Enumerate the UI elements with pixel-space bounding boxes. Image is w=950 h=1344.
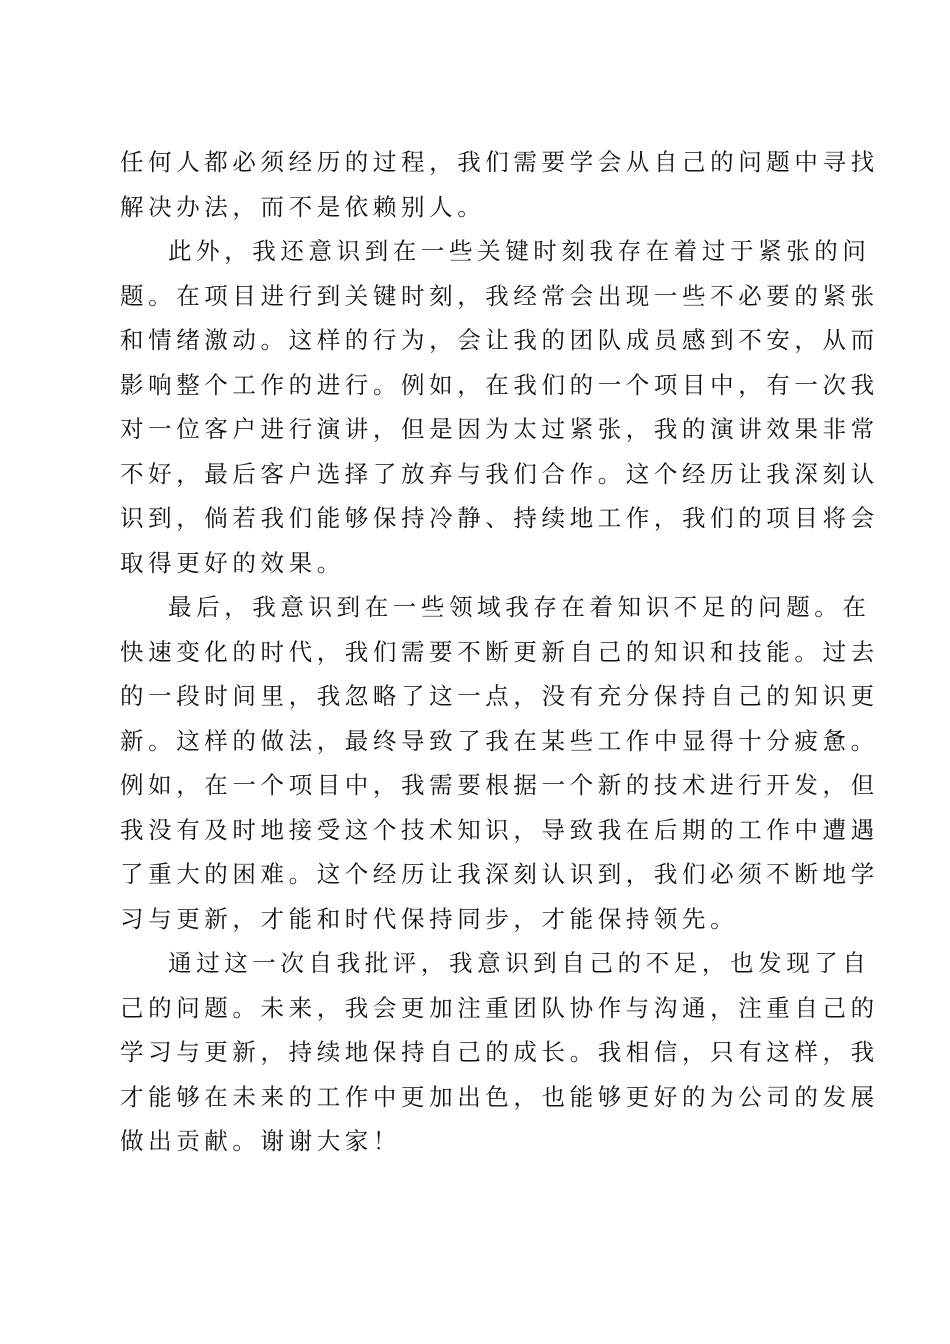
- text-line: 通过这一次自我批评，我意识到自己的不足，也发现了自: [168, 949, 871, 977]
- text-line: 解决办法，而不是依赖别人。: [120, 192, 486, 221]
- text-line: 我没有及时地接受这个技术知识，导致我在后期的工作中遭遇: [120, 815, 879, 844]
- text-line: 做出贡献。谢谢大家！: [120, 1127, 401, 1155]
- paragraph-4: [120, 941, 879, 1164]
- paragraph-2: [120, 229, 879, 585]
- text-line: 快速变化的时代，我们需要不断更新自己的知识和技能。过去: [120, 637, 879, 666]
- paragraph-3: [120, 585, 879, 941]
- text-line: 学习与更新，持续地保持自己的成长。我相信，只有这样，我: [120, 1038, 879, 1066]
- text-line: 不好，最后客户选择了放弃与我们合作。这个经历让我深刻认: [120, 459, 879, 488]
- text-line: 例如，在一个项目中，我需要根据一个新的技术进行开发，但: [120, 771, 879, 799]
- document-body: [120, 140, 879, 1164]
- text-line: 己的问题。未来，我会更加注重团队协作与沟通，注重自己的: [120, 993, 879, 1022]
- text-line: 任何人都必须经历的过程，我们需要学会从自己的问题中寻找: [120, 148, 879, 176]
- text-line: 习与更新，才能和时代保持同步，才能保持领先。: [120, 904, 739, 933]
- text-line: 新。这样的做法，最终导致了我在某些工作中显得十分疲惫。: [120, 726, 879, 755]
- text-line: 取得更好的效果。: [120, 548, 345, 577]
- text-line: 对一位客户进行演讲，但是因为太过紧张，我的演讲效果非常: [120, 415, 879, 443]
- text-line: 和情绪激动。这样的行为，会让我的团队成员感到不安，从而: [120, 326, 879, 354]
- text-line: 影响整个工作的进行。例如，在我们的一个项目中，有一次我: [120, 370, 879, 399]
- text-line: 最后，我意识到在一些领域我存在着知识不足的问题。在: [168, 593, 871, 621]
- text-line: 的一段时间里，我忽略了这一点，没有充分保持自己的知识更: [120, 682, 879, 710]
- text-line: 识到，倘若我们能够保持冷静、持续地工作，我们的项目将会: [120, 504, 879, 532]
- text-line: 此外，我还意识到在一些关键时刻我存在着过于紧张的问: [168, 237, 871, 265]
- text-line: 才能够在未来的工作中更加出色，也能够更好的为公司的发展: [120, 1082, 879, 1111]
- text-line: 题。在项目进行到关键时刻，我经常会出现一些不必要的紧张: [120, 281, 879, 310]
- text-line: 了重大的困难。这个经历让我深刻认识到，我们必须不断地学: [120, 860, 879, 888]
- paragraph-1: [120, 140, 879, 229]
